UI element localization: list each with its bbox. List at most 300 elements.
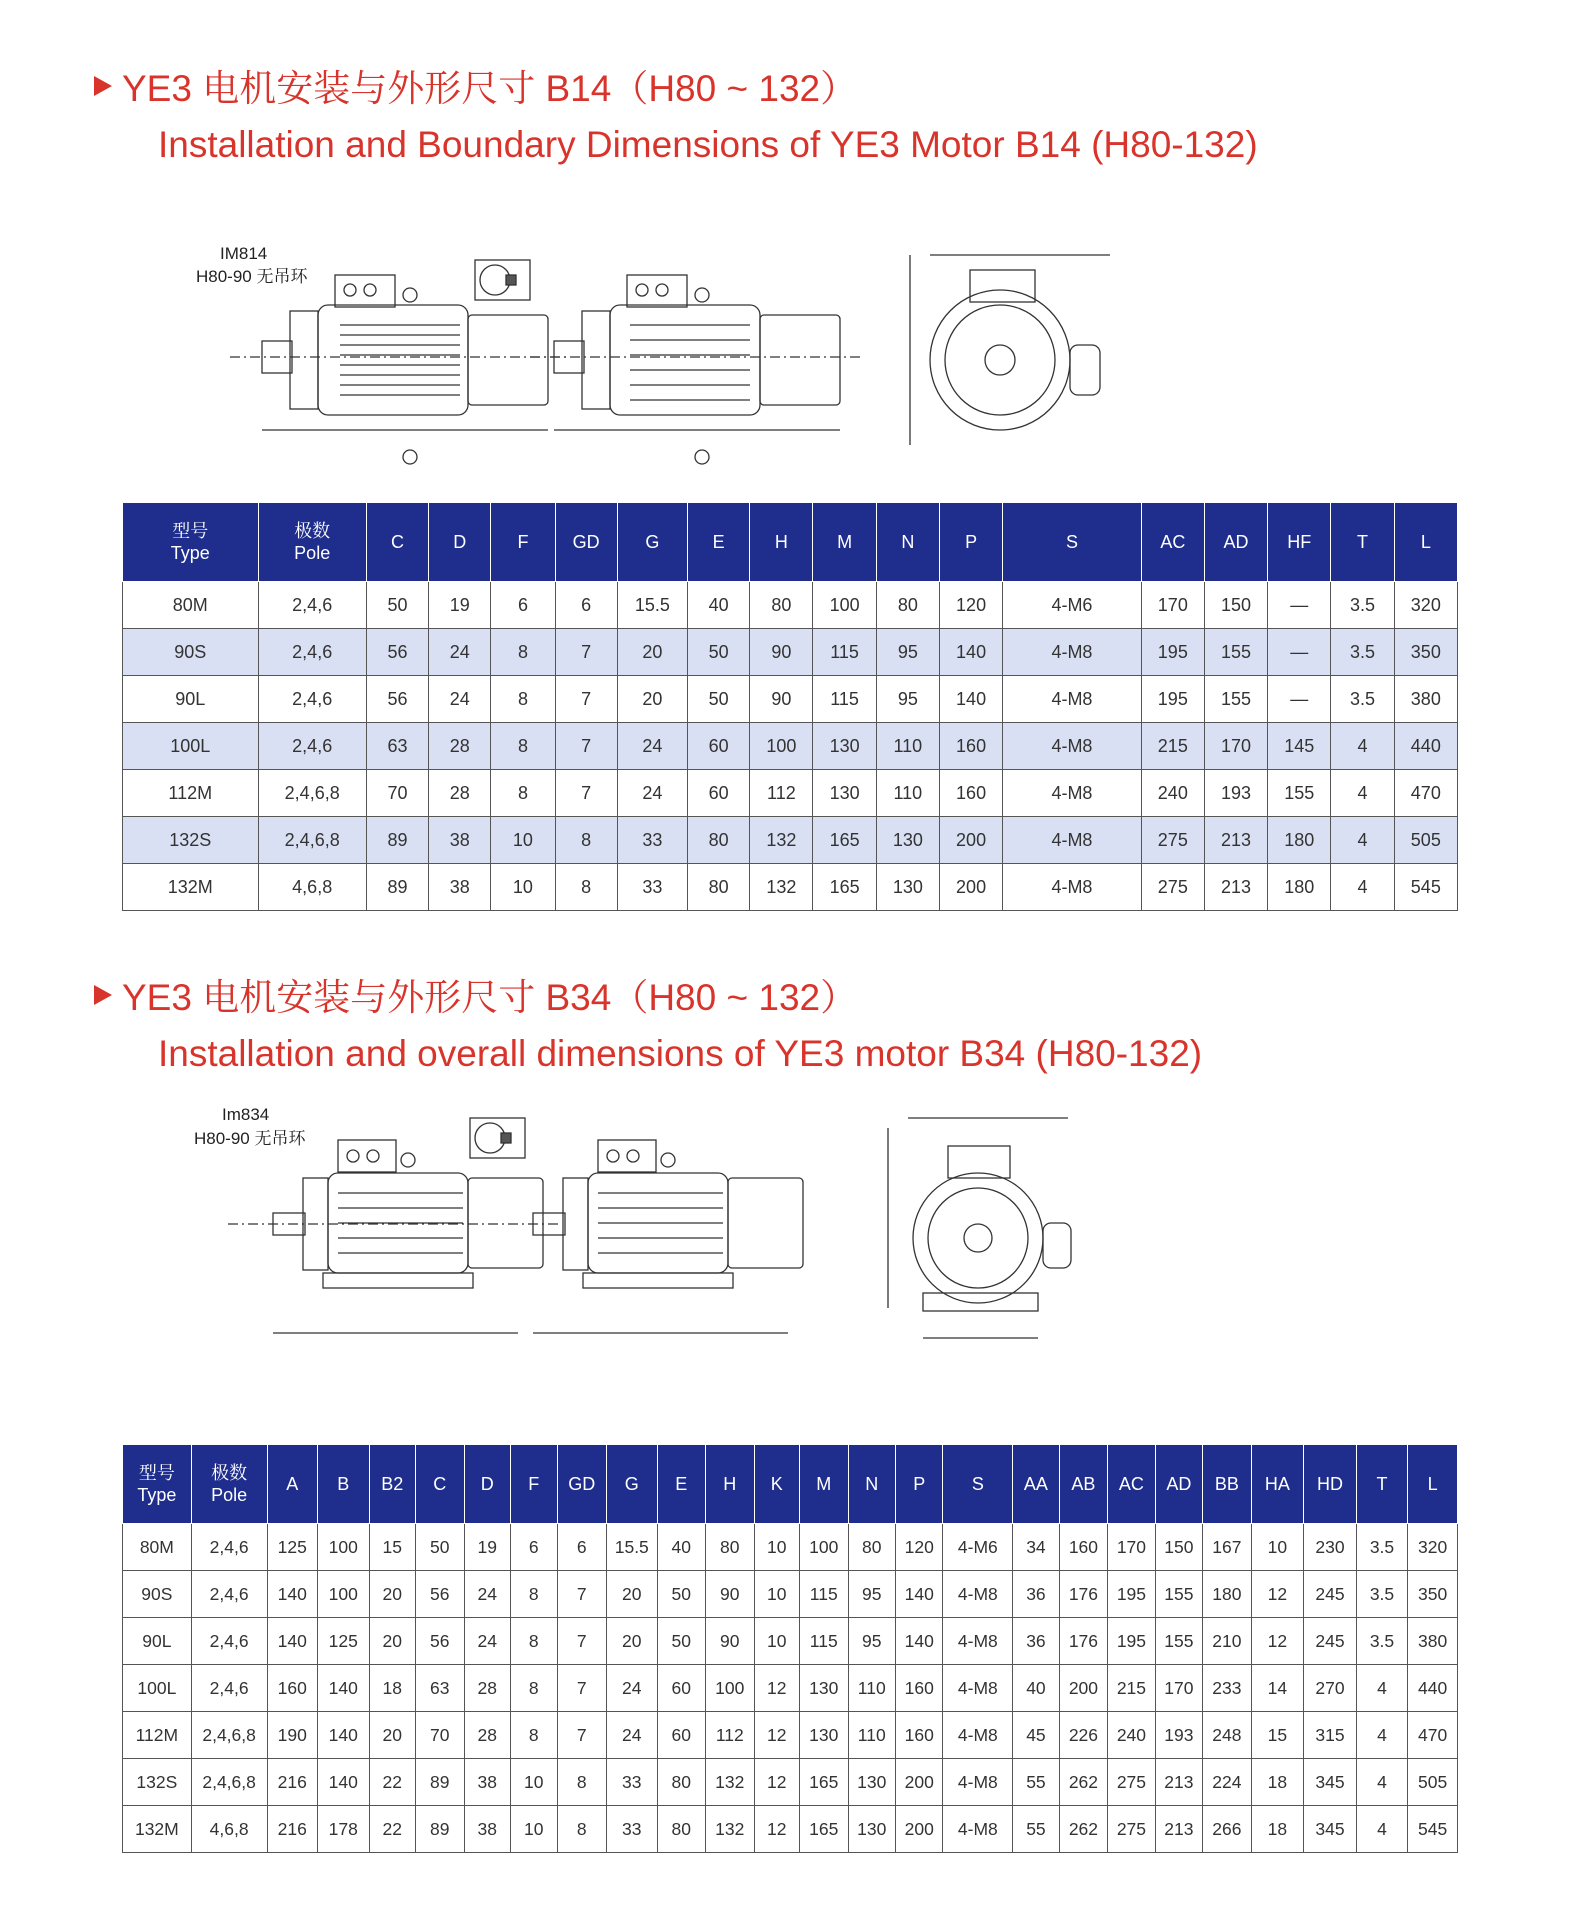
table-cell: 100 — [813, 582, 876, 629]
table-cell: 36 — [1013, 1571, 1059, 1618]
table-cell: 193 — [1155, 1712, 1202, 1759]
table-cell: 132 — [706, 1806, 755, 1853]
table-cell: 22 — [369, 1806, 415, 1853]
figure-note-no-lifting-ring: H80-90 无吊环 — [194, 1129, 306, 1148]
table-cell: 7 — [555, 723, 617, 770]
table-cell: 20 — [607, 1618, 658, 1665]
table-cell: 90 — [706, 1571, 755, 1618]
table-cell: 24 — [617, 770, 687, 817]
table-cell: 320 — [1394, 582, 1457, 629]
table-cell: 4 — [1356, 1806, 1408, 1853]
table-cell: 10 — [1251, 1524, 1304, 1571]
table-b14-body — [123, 582, 1458, 911]
table-cell: 8 — [491, 676, 555, 723]
table-cell: 10 — [754, 1571, 799, 1618]
table-cell: 110 — [876, 770, 939, 817]
table-cell: 40 — [657, 1524, 706, 1571]
triangle-bullet-icon — [94, 985, 112, 1005]
header-col: BB — [1203, 1445, 1252, 1524]
table-cell: 2,4,6 — [191, 1571, 267, 1618]
header-col: G — [617, 503, 687, 582]
table-cell: 155 — [1204, 676, 1267, 723]
table-cell: 130 — [848, 1759, 895, 1806]
header-type: 型号 Type — [123, 1445, 192, 1524]
table-cell: 115 — [813, 676, 876, 723]
table-cell: 50 — [657, 1618, 706, 1665]
table-cell: 90L — [123, 1618, 192, 1665]
header-col: T — [1331, 503, 1394, 582]
header-col: N — [876, 503, 939, 582]
table-cell: 210 — [1203, 1618, 1252, 1665]
table-cell: 8 — [557, 1806, 607, 1853]
table-cell: 160 — [939, 723, 1002, 770]
triangle-bullet-icon — [94, 76, 112, 96]
header-col: AD — [1204, 503, 1267, 582]
header-col: AC — [1108, 1445, 1155, 1524]
header-col: GD — [555, 503, 617, 582]
table-cell: 90S — [123, 629, 259, 676]
table-cell: 4 — [1331, 723, 1394, 770]
table-cell: 165 — [813, 864, 876, 911]
table-b14 — [122, 502, 1458, 911]
table-cell: 2,4,6,8 — [191, 1759, 267, 1806]
table-cell: 4-M8 — [1003, 676, 1142, 723]
table-cell: 132S — [123, 1759, 192, 1806]
table-cell: 12 — [754, 1712, 799, 1759]
table-cell: 33 — [607, 1759, 658, 1806]
table-cell: — — [1268, 629, 1331, 676]
table-cell: 28 — [464, 1665, 510, 1712]
table-cell: 38 — [429, 817, 491, 864]
table-cell: 213 — [1155, 1806, 1202, 1853]
table-cell: 4-M8 — [1003, 864, 1142, 911]
table-cell: 60 — [688, 723, 750, 770]
table-cell: 226 — [1059, 1712, 1108, 1759]
header-col: H — [750, 503, 813, 582]
table-cell: 15.5 — [617, 582, 687, 629]
table-cell: 10 — [491, 817, 555, 864]
table-cell: 56 — [366, 676, 428, 723]
table-cell: 55 — [1013, 1806, 1059, 1853]
table-cell: 505 — [1394, 817, 1457, 864]
table-cell: 240 — [1141, 770, 1204, 817]
table-cell: 19 — [429, 582, 491, 629]
header-col: HA — [1251, 1445, 1304, 1524]
table-row — [123, 1618, 1458, 1665]
table-b34-header — [123, 1445, 1458, 1524]
table-cell: 216 — [267, 1759, 318, 1806]
header-col: M — [800, 1445, 849, 1524]
table-cell: 200 — [895, 1759, 942, 1806]
table-cell: 132 — [750, 864, 813, 911]
table-cell: 200 — [1059, 1665, 1108, 1712]
table-cell: 12 — [1251, 1571, 1304, 1618]
table-cell: 315 — [1304, 1712, 1357, 1759]
header-col: D — [429, 503, 491, 582]
table-cell: 320 — [1408, 1524, 1458, 1571]
header-col: B — [318, 1445, 370, 1524]
table-cell: 10 — [491, 864, 555, 911]
table-cell: 80 — [876, 582, 939, 629]
table-cell: 7 — [555, 770, 617, 817]
table-cell: 24 — [607, 1665, 658, 1712]
table-cell: 70 — [416, 1712, 465, 1759]
header-col: G — [607, 1445, 658, 1524]
motor-foot-side-view-1 — [228, 1140, 558, 1333]
table-cell: 125 — [267, 1524, 318, 1571]
table-cell: 95 — [848, 1618, 895, 1665]
table-cell: 2,4,6 — [258, 582, 366, 629]
table-cell: 262 — [1059, 1806, 1108, 1853]
table-cell: 8 — [491, 723, 555, 770]
table-cell: 80 — [750, 582, 813, 629]
table-cell: 3.5 — [1356, 1524, 1408, 1571]
table-b34-body — [123, 1524, 1458, 1853]
table-cell: 110 — [848, 1712, 895, 1759]
table-cell: 4-M8 — [943, 1712, 1013, 1759]
table-cell: 160 — [895, 1712, 942, 1759]
table-cell: 4-M8 — [943, 1759, 1013, 1806]
table-cell: 2,4,6 — [258, 629, 366, 676]
table-cell: 545 — [1394, 864, 1457, 911]
header-col: A — [267, 1445, 318, 1524]
section1-drawing — [190, 235, 1120, 480]
table-cell: 4-M8 — [1003, 770, 1142, 817]
table-cell: 6 — [491, 582, 555, 629]
table-cell: 2,4,6,8 — [258, 770, 366, 817]
table-cell: 38 — [464, 1806, 510, 1853]
table-cell: 20 — [617, 676, 687, 723]
table-row — [123, 1571, 1458, 1618]
table-cell: 20 — [607, 1571, 658, 1618]
table-cell: 125 — [318, 1618, 370, 1665]
table-cell: 170 — [1141, 582, 1204, 629]
header-type: 型号 Type — [123, 503, 259, 582]
header-col: AC — [1141, 503, 1204, 582]
table-cell: 100 — [706, 1665, 755, 1712]
table-cell: 115 — [800, 1571, 849, 1618]
section2-title-en: Installation and overall dimensions of YE3 motor B34 (H80-132) — [158, 1033, 1203, 1074]
table-cell: 4-M8 — [1003, 723, 1142, 770]
table-cell: 195 — [1141, 676, 1204, 723]
table-cell: 20 — [369, 1571, 415, 1618]
table-b34 — [122, 1444, 1458, 1853]
table-cell: 270 — [1304, 1665, 1357, 1712]
table-cell: 115 — [800, 1618, 849, 1665]
header-col: HD — [1304, 1445, 1357, 1524]
table-cell: 2,4,6,8 — [191, 1712, 267, 1759]
table-cell: 50 — [688, 629, 750, 676]
table-cell: 112 — [706, 1712, 755, 1759]
table-cell: 155 — [1155, 1618, 1202, 1665]
table-row — [123, 770, 1458, 817]
table-cell: 140 — [267, 1618, 318, 1665]
table-cell: 140 — [267, 1571, 318, 1618]
table-cell: 350 — [1394, 629, 1457, 676]
table-row — [123, 1759, 1458, 1806]
shaft-section-view-2 — [470, 1118, 525, 1158]
table-cell: 95 — [848, 1571, 895, 1618]
table-cell: 170 — [1108, 1524, 1155, 1571]
table-cell: 178 — [318, 1806, 370, 1853]
motor-b14-drawing — [190, 235, 1120, 480]
table-cell: 56 — [416, 1618, 465, 1665]
table-cell: 24 — [464, 1571, 510, 1618]
table-cell: 180 — [1268, 864, 1331, 911]
table-cell: 275 — [1108, 1806, 1155, 1853]
table-cell: 155 — [1268, 770, 1331, 817]
table-cell: 40 — [688, 582, 750, 629]
table-cell: 112M — [123, 770, 259, 817]
table-cell: 45 — [1013, 1712, 1059, 1759]
table-cell: 132 — [750, 817, 813, 864]
table-cell: 165 — [813, 817, 876, 864]
table-cell: 4 — [1356, 1665, 1408, 1712]
table-cell: 90S — [123, 1571, 192, 1618]
table-cell: 130 — [800, 1712, 849, 1759]
table-cell: 80M — [123, 582, 259, 629]
table-cell: 80 — [848, 1524, 895, 1571]
table-cell: 216 — [267, 1806, 318, 1853]
table-cell: 6 — [555, 582, 617, 629]
table-cell: 176 — [1059, 1618, 1108, 1665]
table-cell: 33 — [617, 817, 687, 864]
table-cell: 200 — [939, 817, 1002, 864]
table-cell: 6 — [511, 1524, 557, 1571]
table-cell: 4-M8 — [1003, 629, 1142, 676]
table-cell: 90L — [123, 676, 259, 723]
table-cell: 100 — [318, 1524, 370, 1571]
table-cell: 176 — [1059, 1571, 1108, 1618]
table-cell: 200 — [895, 1806, 942, 1853]
table-cell: 7 — [557, 1712, 607, 1759]
header-col: S — [943, 1445, 1013, 1524]
table-cell: 248 — [1203, 1712, 1252, 1759]
table-cell: 233 — [1203, 1665, 1252, 1712]
table-cell: 89 — [366, 817, 428, 864]
section1-title — [122, 66, 1258, 168]
table-cell: 213 — [1204, 817, 1267, 864]
section2-drawing — [188, 1098, 1088, 1368]
table-cell: 95 — [876, 676, 939, 723]
table-cell: 70 — [366, 770, 428, 817]
table-cell: 140 — [895, 1571, 942, 1618]
table-cell: — — [1268, 582, 1331, 629]
table-cell: 155 — [1204, 629, 1267, 676]
header-col: T — [1356, 1445, 1408, 1524]
table-cell: 28 — [429, 770, 491, 817]
table-cell: 18 — [1251, 1806, 1304, 1853]
table-cell: 3.5 — [1331, 676, 1394, 723]
table-cell: 132M — [123, 864, 259, 911]
header-col: C — [416, 1445, 465, 1524]
table-cell: 213 — [1155, 1759, 1202, 1806]
table-cell: 4 — [1356, 1712, 1408, 1759]
table-cell: 160 — [1059, 1524, 1108, 1571]
table-cell: 8 — [557, 1759, 607, 1806]
table-cell: 160 — [267, 1665, 318, 1712]
table-cell: 89 — [416, 1806, 465, 1853]
table-cell: 130 — [848, 1806, 895, 1853]
table-cell: 115 — [813, 629, 876, 676]
table-cell: 4,6,8 — [191, 1806, 267, 1853]
table-cell: 4 — [1331, 770, 1394, 817]
table-cell: 55 — [1013, 1759, 1059, 1806]
table-cell: 63 — [366, 723, 428, 770]
table-cell: 150 — [1155, 1524, 1202, 1571]
table-cell: 38 — [464, 1759, 510, 1806]
table-cell: 7 — [557, 1571, 607, 1618]
header-col: L — [1408, 1445, 1458, 1524]
table-row — [123, 582, 1458, 629]
table-cell: 22 — [369, 1759, 415, 1806]
table-cell: 165 — [800, 1759, 849, 1806]
figure-note-no-lifting-ring: H80-90 无吊环 — [196, 267, 308, 286]
section2-title — [122, 975, 1202, 1077]
table-cell: 132S — [123, 817, 259, 864]
table-cell: 180 — [1268, 817, 1331, 864]
table-cell: 262 — [1059, 1759, 1108, 1806]
table-cell: 155 — [1155, 1571, 1202, 1618]
table-cell: 170 — [1155, 1665, 1202, 1712]
table-cell: 80 — [657, 1806, 706, 1853]
table-cell: 33 — [617, 864, 687, 911]
table-cell: 350 — [1408, 1571, 1458, 1618]
table-cell: 150 — [1204, 582, 1267, 629]
table-cell: 8 — [491, 629, 555, 676]
table-cell: 195 — [1108, 1618, 1155, 1665]
table-cell: 195 — [1141, 629, 1204, 676]
table-cell: 440 — [1408, 1665, 1458, 1712]
table-cell: 10 — [511, 1806, 557, 1853]
header-col: N — [848, 1445, 895, 1524]
table-cell: 120 — [895, 1524, 942, 1571]
motor-side-view-2 — [530, 275, 860, 464]
table-cell: 15 — [369, 1524, 415, 1571]
table-cell: 275 — [1108, 1759, 1155, 1806]
section2-title-cn: YE3 电机安装与外形尺寸 B34（H80 ~ 132） — [122, 977, 858, 1018]
table-cell: 8 — [511, 1712, 557, 1759]
table-cell: 195 — [1108, 1571, 1155, 1618]
table-cell: 24 — [607, 1712, 658, 1759]
table-cell: 34 — [1013, 1524, 1059, 1571]
table-cell: 3.5 — [1331, 629, 1394, 676]
table-cell: 470 — [1394, 770, 1457, 817]
table-cell: 240 — [1108, 1712, 1155, 1759]
table-cell: 100 — [750, 723, 813, 770]
table-cell: 80 — [706, 1524, 755, 1571]
header-col: L — [1394, 503, 1457, 582]
table-cell: 24 — [464, 1618, 510, 1665]
table-cell: 130 — [800, 1665, 849, 1712]
section1-title-cn: YE3 电机安装与外形尺寸 B14（H80 ~ 132） — [122, 68, 858, 109]
table-cell: 224 — [1203, 1759, 1252, 1806]
table-row — [123, 1712, 1458, 1759]
table-row — [123, 1665, 1458, 1712]
table-cell: 100L — [123, 1665, 192, 1712]
table-cell: 3.5 — [1356, 1571, 1408, 1618]
table-cell: 90 — [750, 629, 813, 676]
table-cell: 24 — [617, 723, 687, 770]
header-col: AB — [1059, 1445, 1108, 1524]
header-col: AA — [1013, 1445, 1059, 1524]
table-cell: 18 — [369, 1665, 415, 1712]
table-row — [123, 1806, 1458, 1853]
table-cell: 4,6,8 — [258, 864, 366, 911]
table-cell: 8 — [511, 1571, 557, 1618]
table-cell: 140 — [318, 1712, 370, 1759]
table-cell: 50 — [657, 1571, 706, 1618]
header-col: GD — [557, 1445, 607, 1524]
table-cell: 160 — [895, 1665, 942, 1712]
motor-b34-drawing — [188, 1098, 1088, 1368]
table-cell: 40 — [1013, 1665, 1059, 1712]
table-cell: 2,4,6 — [191, 1618, 267, 1665]
header-col: B2 — [369, 1445, 415, 1524]
table-cell: 7 — [557, 1665, 607, 1712]
header-col: AD — [1155, 1445, 1202, 1524]
table-cell: 20 — [617, 629, 687, 676]
table-b14-header — [123, 503, 1458, 582]
table-cell: 230 — [1304, 1524, 1357, 1571]
table-cell: 4-M6 — [943, 1524, 1013, 1571]
table-cell: 50 — [688, 676, 750, 723]
table-cell: 8 — [555, 864, 617, 911]
table-cell: 470 — [1408, 1712, 1458, 1759]
table-cell: 213 — [1204, 864, 1267, 911]
header-pole: 极数 Pole — [258, 503, 366, 582]
table-cell: 19 — [464, 1524, 510, 1571]
motor-side-view-1 — [230, 275, 570, 464]
table-cell: 15 — [1251, 1712, 1304, 1759]
table-cell: 14 — [1251, 1665, 1304, 1712]
table-cell: 8 — [511, 1665, 557, 1712]
header-pole: 极数 Pole — [191, 1445, 267, 1524]
table-cell: 275 — [1141, 864, 1204, 911]
table-cell: 56 — [416, 1571, 465, 1618]
table-cell: 140 — [318, 1759, 370, 1806]
table-cell: 33 — [607, 1806, 658, 1853]
shaft-section-view — [475, 260, 530, 300]
table-cell: 100 — [800, 1524, 849, 1571]
table-cell: 2,4,6 — [191, 1665, 267, 1712]
table-cell: 10 — [754, 1618, 799, 1665]
table-cell: 20 — [369, 1618, 415, 1665]
table-cell: 4 — [1331, 864, 1394, 911]
table-cell: 130 — [876, 817, 939, 864]
table-cell: 170 — [1204, 723, 1267, 770]
table-row — [123, 676, 1458, 723]
table-cell: 110 — [848, 1665, 895, 1712]
table-cell: 63 — [416, 1665, 465, 1712]
table-cell: 145 — [1268, 723, 1331, 770]
motor-foot-side-view-2 — [533, 1140, 803, 1333]
table-cell: 345 — [1304, 1759, 1357, 1806]
header-col: H — [706, 1445, 755, 1524]
table-cell: 8 — [511, 1618, 557, 1665]
table-cell: 60 — [688, 770, 750, 817]
table-cell: 2,4,6 — [258, 723, 366, 770]
table-cell: 2,4,6 — [191, 1524, 267, 1571]
table-cell: 110 — [876, 723, 939, 770]
table-cell: 89 — [416, 1759, 465, 1806]
table-cell: 6 — [557, 1524, 607, 1571]
table-cell: 380 — [1408, 1618, 1458, 1665]
table-cell: 50 — [416, 1524, 465, 1571]
table-cell: 4 — [1356, 1759, 1408, 1806]
header-col: K — [754, 1445, 799, 1524]
table-cell: 380 — [1394, 676, 1457, 723]
